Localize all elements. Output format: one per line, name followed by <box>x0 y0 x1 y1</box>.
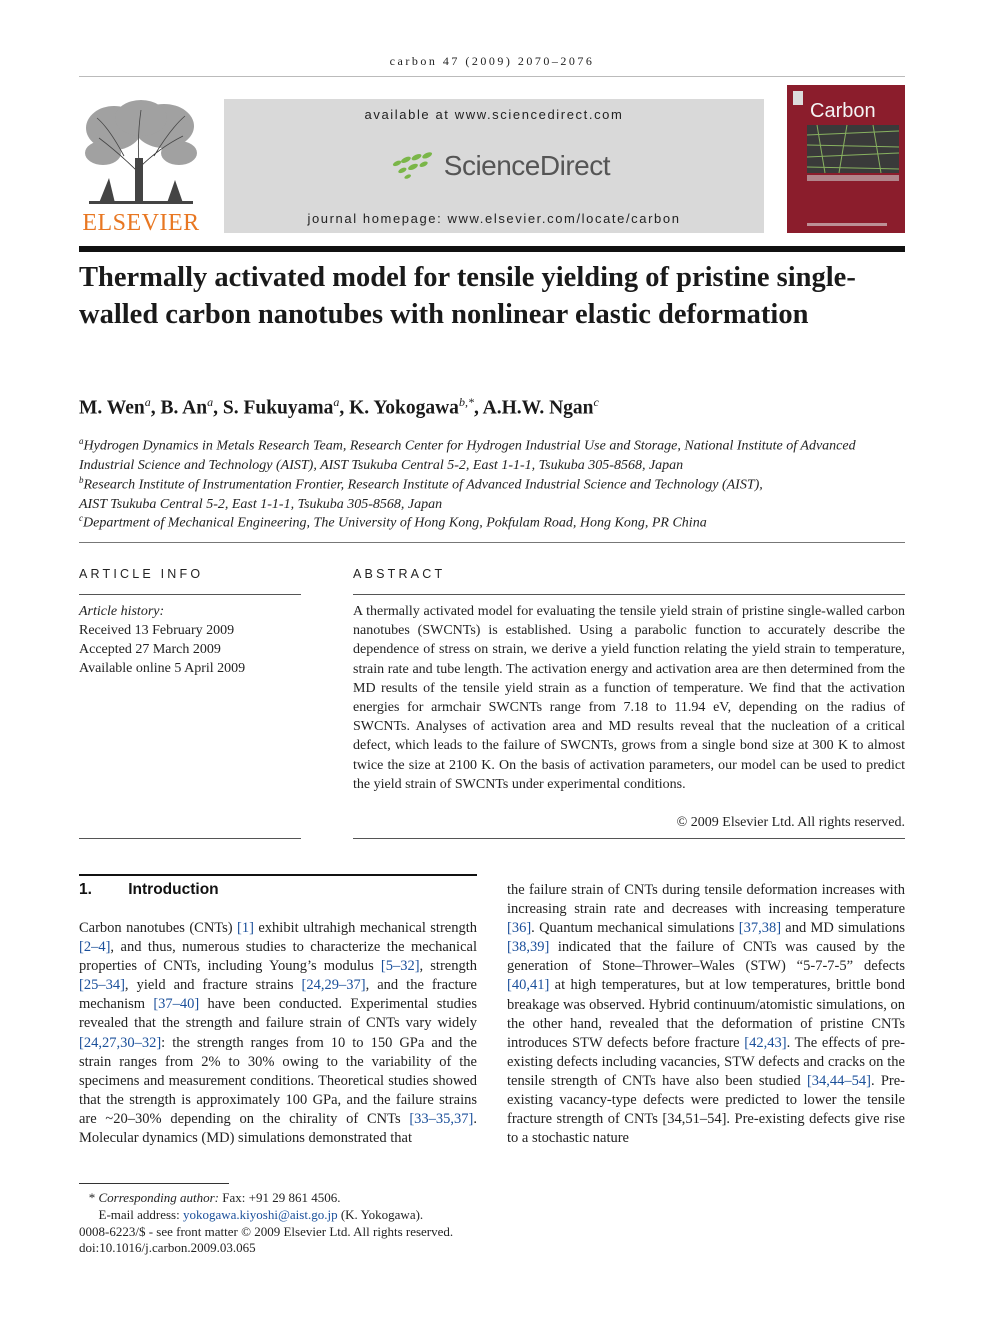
header-rule <box>79 76 905 77</box>
abstract-rule <box>353 594 905 595</box>
text-run: . Pre-existing vacancy-type defects were predicted to lower the tensile fracture strength of CNTs [34,51–54]. Pre-existing defects give rise to a stochastic nature <box>507 1072 905 1147</box>
text-run: and MD simulations <box>781 920 905 937</box>
citation-link[interactable]: [37–40] <box>153 996 200 1013</box>
citation-link[interactable]: [42,43] <box>744 1034 787 1051</box>
abstract-label: ABSTRACT <box>353 567 446 581</box>
citation-link[interactable]: [25–34] <box>79 977 125 994</box>
citation-link[interactable]: [1] <box>237 920 254 936</box>
footnote-corresponding: * Corresponding author: Fax: +91 29 861 4506. <box>79 1190 341 1205</box>
citation-link[interactable]: [33–35,37] <box>409 1110 474 1127</box>
section-heading <box>79 881 219 899</box>
text-run: have been conducted. Experimental studies revealed that the strength and failure strain of CNTs vary widely <box>79 996 477 1032</box>
email-label: E-mail address: <box>98 1207 183 1222</box>
author-name[interactable]: A.H.W. Ngan <box>482 397 594 419</box>
article-info-label: ARTICLE INFO <box>79 567 204 581</box>
intro-right-column <box>507 881 905 1171</box>
sciencedirect-leaves-icon <box>390 149 438 183</box>
affiliation-text: AIST Tsukuba Central 5-2, East 1-1-1, Tsukuba 305-8568, Japan <box>79 496 443 512</box>
affiliation-a <box>79 432 905 475</box>
affiliation-text: Department of Mechanical Engineering, The University of Hong Kong, Pokfulam Road, Hong Kong, PR China <box>83 515 707 531</box>
citation-link[interactable]: [34,44–54] <box>806 1072 871 1089</box>
text-run: . The effects of pre-existing defects including vacancies, STW defects and cracks on the tensile strength of CNTs have also been studied <box>507 1034 905 1089</box>
email-owner: (K. Yokogawa). <box>337 1207 424 1222</box>
text-run: , yield and fracture strains <box>124 977 302 994</box>
text-run: , and the fracture mechanism <box>79 977 477 1013</box>
text-run: indicated that the failure of CNTs was caused by the generation of Stone–Thrower–Wales (STW) “5-7-7-5” defects <box>507 939 905 975</box>
citation-link[interactable]: [38,39] <box>507 939 550 956</box>
footnote-email <box>79 1206 423 1223</box>
author-affiliation-mark: a <box>207 395 214 409</box>
affiliation-text: Research Institute of Instrumentation Frontier, Research Institute of Advanced Industrial Science and Technology (AIST), <box>83 477 763 493</box>
footnote-doi[interactable]: doi:10.1016/j.carbon.2009.03.065 <box>79 1240 256 1255</box>
author-affiliation-mark: a <box>333 395 340 409</box>
citation-link[interactable]: [24,27,30–32] <box>79 1034 162 1051</box>
abstract-copyright: © 2009 Elsevier Ltd. All rights reserved. <box>676 815 905 830</box>
sciencedirect-logo[interactable] <box>390 146 610 186</box>
article-info-rule <box>79 594 301 595</box>
text-run: : the strength ranges from 10 to 150 GPa and the strain ranges from 2% to 30% owing to the variability of the specimens and measurement conditions. Theoretical studies showed that the strength is approximately 100 GPa, and the failure strains are ~20–30% depending on the chirality of CNTs <box>79 1034 477 1127</box>
article-history-label: Article history: <box>79 604 165 619</box>
author-list: M. Wen$^a$, B. An$^a$, S. Fukuyama$^a$, K. Yokogawa$^{b,*}$, A.H.W. Ngan$^c$ <box>79 395 599 419</box>
accepted-date: Accepted 27 March 2009 <box>79 642 221 657</box>
section-number: 1. <box>79 881 92 898</box>
footnote-issn: 0008-6223/$ - see front matter © 2009 Elsevier Ltd. All rights reserved. <box>79 1224 454 1239</box>
text-run: . Quantum mechanical simulations <box>531 920 739 937</box>
text-run: Carbon nanotubes (CNTs) <box>79 920 238 936</box>
banner-available-at[interactable]: available at www.sciencedirect.com <box>364 107 624 122</box>
citation-link[interactable]: [2–4] <box>79 939 111 956</box>
article-history <box>79 602 301 678</box>
text-run: at high temperatures, but at low temperatures, brittle bond breakage was observed. Hybrid continuum/atomistic simulations, on the other hand, revealed that the deformation of pristine CNTs introduces STW defects before fracture <box>507 977 905 1051</box>
author-name[interactable]: K. Yokogawa <box>349 397 459 419</box>
text-run: . Molecular dynamics (MD) simulations demonstrated that <box>79 1110 477 1147</box>
text-run: the failure strain of CNTs during tensile deformation increases with increasing strain rate and decreases with increasing temperature <box>507 882 905 918</box>
author-name[interactable]: B. An <box>160 397 208 419</box>
affiliation-mark: a <box>79 436 84 446</box>
journal-cover-title: Carbon <box>810 100 876 122</box>
received-date: Received 13 February 2009 <box>79 623 235 638</box>
abstract-text: A thermally activated model for evaluating the tensile yield strain of pristine single-walled carbon nanotubes (SWCNTs) is established. Using a parabolic function to accurately describe the dependence of stress on strain, we derive a yield function relating the yield strain to temperature, strain rate and tube length. The activation energy and activation area are then determined from the MD results of the tensile yield strain as a function of temperature. We find that the activation energies for armchair SWCNTs range from 7.18 to 11.94 eV, depending on the radius of SWCNTs. Analyses of activation area and MD results reveal that the nucleation of a critical defect, which leads to the failure of SWCNTs, grows from a single bond size at 300 K to almost twice the size at 2100 K. On the basis of activation parameters, our model can be used to predict the yield strain of SWCNTs under experimental conditions. <box>353 604 905 792</box>
affiliation-c <box>79 509 905 533</box>
email-link[interactable]: yokogawa.kiyoshi@aist.go.jp <box>182 1207 338 1222</box>
affiliation-mark: c <box>79 513 83 523</box>
elsevier-wordmark[interactable]: ELSEVIER <box>82 210 200 236</box>
author-name[interactable]: S. Fukuyama <box>222 397 334 419</box>
running-head: carbon 47 (2009) 2070–2076 <box>389 54 595 68</box>
footnote-rule <box>79 1183 229 1184</box>
text-run: , and thus, numerous studies to characterize the mechanical properties of CNTs, including Young’s modulus <box>79 939 477 975</box>
abstract-bottom-rule <box>353 838 905 839</box>
header-thick-rule <box>79 246 905 252</box>
affiliation-text: Industrial Science and Technology (AIST), AIST Tsukuba Central 5-2, East 1-1-1, Tsukuba 305-8568, Japan <box>79 457 684 473</box>
affiliation-b <box>79 471 905 514</box>
banner-journal-homepage[interactable]: journal homepage: www.elsevier.com/locate/carbon <box>307 211 681 226</box>
citation-link[interactable]: [24,29–37] <box>301 977 366 994</box>
intro-left-column <box>79 919 477 1171</box>
citation-link[interactable]: [5–32] <box>380 958 420 975</box>
footnote-label: Corresponding author: <box>98 1190 219 1205</box>
text-run: exhibit ultrahigh mechanical strength <box>253 920 477 936</box>
author-name[interactable]: M. Wen <box>79 397 145 419</box>
section-title: Introduction <box>128 881 219 898</box>
article-title: Thermally activated model for tensile yielding of pristine single-walled carbon nanotubes with nonlinear elastic deformation <box>79 262 856 330</box>
elsevier-tree-logo <box>79 98 203 206</box>
author-affiliation-mark: c <box>593 395 599 409</box>
citation-link[interactable]: [36] <box>507 920 532 937</box>
online-date: Available online 5 April 2009 <box>79 661 246 676</box>
intro-rule <box>79 874 477 876</box>
citation-link[interactable]: [37,38] <box>738 920 782 937</box>
footnote-fax: Fax: +91 29 861 4506. <box>219 1190 341 1205</box>
article-info-bottom-rule <box>79 838 301 839</box>
affiliation-text: Hydrogen Dynamics in Metals Research Team, Research Center for Hydrogen Industrial Use and Storage, National Institute of Advanced <box>83 438 856 454</box>
text-run: , strength <box>419 958 477 975</box>
sciencedirect-wordmark: ScienceDirect <box>443 150 610 181</box>
affiliation-rule <box>79 542 905 543</box>
affiliation-mark: b <box>79 475 84 485</box>
author-affiliation-mark: a <box>144 395 151 409</box>
author-affiliation-mark: b,* <box>458 395 474 409</box>
citation-link[interactable]: [40,41] <box>507 977 550 994</box>
